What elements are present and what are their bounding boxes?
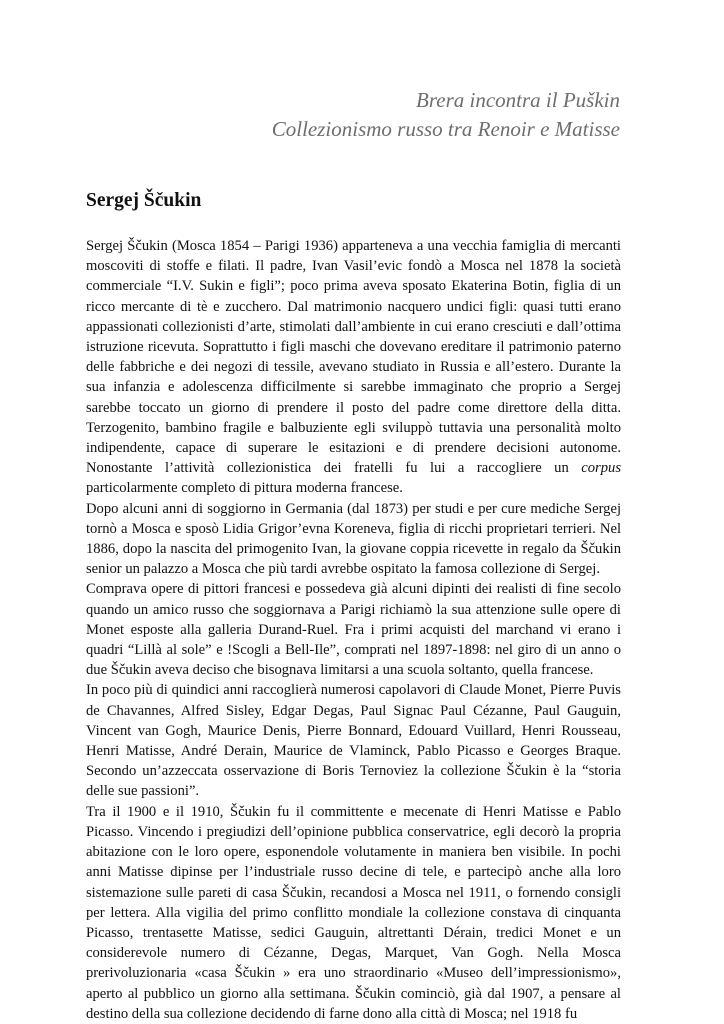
paragraph: Dopo alcuni anni di soggiorno in Germania (dal 1873) per studi e per cure mediche Sergej tornò a Mosca e sposò Lidia Grigor’evna Koreneva, figlia di ricchi proprietari terrieri. Nel 1886, dopo la nascita del primogenito Ivan, la giovane coppia ricevette in regalo da Ščukin senior un palazzo a Mosca che più tardi avrebbe ospitato la famosa collezione di Sergej. [86, 500, 621, 578]
paragraph-text: particolarmente completo di pittura moderna francese. [86, 480, 403, 497]
paragraph: Tra il 1900 e il 1910, Ščukin fu il committente e mecenate di Henri Matisse e Pablo Picasso. Vincendo i pregiudizi dell’opinione pubblica conservatrice, egli decorò la propria abitazione con le loro opere, esponendole volutamente in maniera ben visibile. In pochi anni Matisse dipinse per l’industriale russo decine di tele, e partecipò anche alla loro sistemazione sulle pareti di casa Ščukin, recandosi a Mosca nel 1911, o fornendo consigli per lettera. Alla vigilia del primo conflitto mondiale la collezione constava di cinquanta Picasso, trentasette Matisse, sedici Gauguin, altrettanti Dérain, tredici Monet e un considerevole numero di Cézanne, Degas, Marquet, Van Gogh. Nella Mosca prerivoluzionaria «casa Ščukin » era uno straordinario «Museo dell’impressionismo», aperto al pubblico un giorno alla settimana. Ščukin cominciò, già dal 1907, a pensare al destino della sua collezione decidendo di farne dono alla città di Mosca; nel 1918 fu [86, 803, 621, 1022]
emphasis-text: corpus [581, 460, 621, 477]
section-title: Sergej Ščukin [86, 190, 202, 211]
body-text [86, 236, 621, 1024]
document-header [272, 86, 620, 144]
header-subtitle: Collezionismo russo tra Renoir e Matisse [271, 117, 620, 141]
paragraph-text: Sergej Ščukin (Mosca 1854 – Parigi 1936) apparteneva a una vecchia famiglia di mercanti moscoviti di stoffe e filati. Il padre, Ivan Vasil’evic fondò a Mosca nel 1878 la società commerciale “I.V. Sukin e figli”; poco prima aveva sposato Ekaterina Botin, figlia di un ricco mercante di tè e zucchero. Dal matrimonio nacquero undici figli: quasi tutti erano appassionati collezionisti d’arte, stimolati dall’ambiente in cui erano cresciuti e dall’ottima istruzione ricevuta. Soprattutto i figli maschi che dovevano ereditare il patrimonio paterno delle fabbriche e dei negozi di tessile, avevano studiato in Russia e all’estero. Durante la sua infanzia e adolescenza difficilmente si sarebbe immaginato che proprio a Sergej sarebbe toccato un giorno di prendere il posto del padre come direttore della ditta. Terzogenito, bambino fragile e balbuziente egli sviluppò tuttavia una personalità molto indipendente, capace di superare le esitazioni e di prendere decisioni autonome. Nonostante l’attività collezionistica dei fratelli fu lui a raccogliere un [86, 238, 621, 477]
paragraph: In poco più di quindici anni raccoglierà numerosi capolavori di Claude Monet, Pierre Puvis de Chavannes, Alfred Sisley, Edgar Degas, Paul Signac Paul Cézanne, Paul Gauguin, Vincent van Gogh, Maurice Denis, Pierre Bonnard, Edouard Vuillard, Henri Rousseau, Henri Matisse, André Derain, Maurice de Vlaminck, Pablo Picasso e Georges Braque. Secondo un’azzeccata osservazione di Boris Ternoviez la collezione Ščukin è la “storia delle sue passioni”. [86, 682, 621, 800]
paragraph [86, 236, 621, 499]
paragraph: Comprava opere di pittori francesi e possedeva già alcuni dipinti dei realisti di fine secolo quando un amico russo che soggiornava a Parigi richiamò la sua attenzione sulle opere di Monet esposte alla galleria Durand-Ruel. Fra i primi acquisti del marchand vi erano i quadri “Lillà al sole” e !Scogli a Bell-Ile”, comprati nel 1897-1898: nel giro di un anno o due Ščukin aveva deciso che bisognava limitarsi a una scuola soltanto, quella francese. [86, 581, 621, 679]
header-title: Brera incontra il Puškin [416, 88, 620, 112]
